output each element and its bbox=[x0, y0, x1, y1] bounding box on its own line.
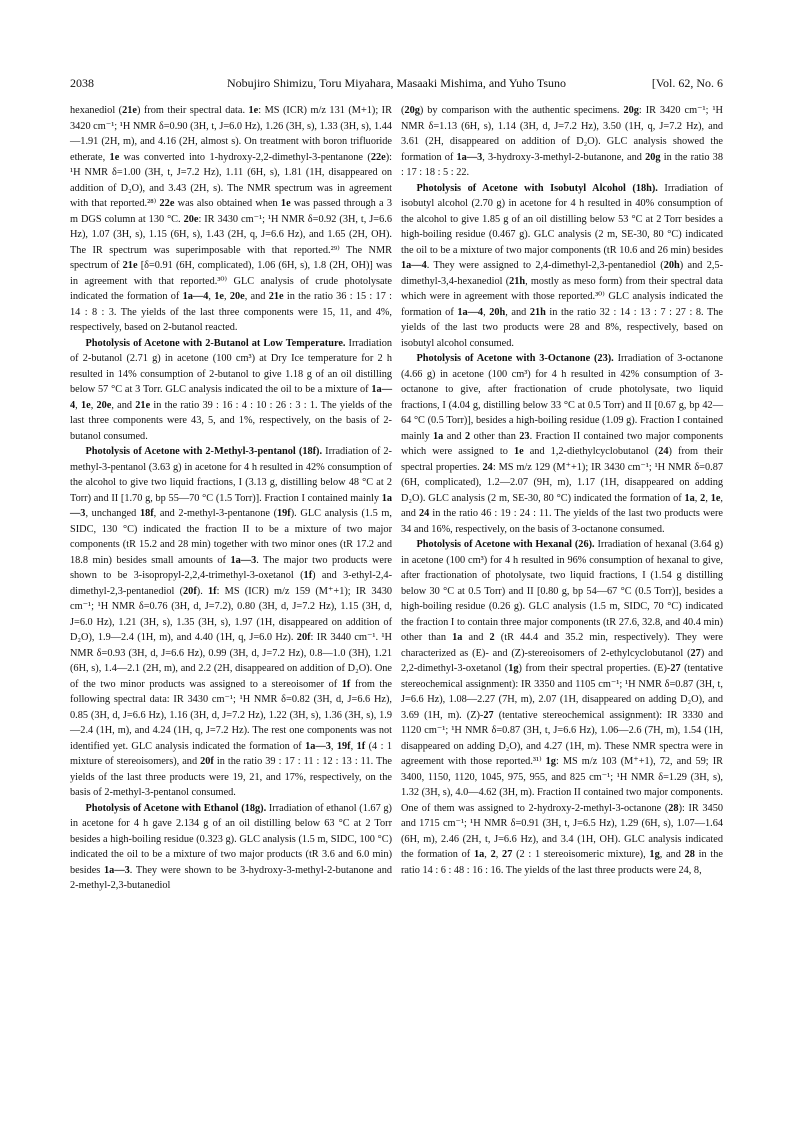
text-run: other than bbox=[470, 430, 520, 442]
bold-run: 1f bbox=[303, 570, 313, 581]
bold-run: 20h bbox=[663, 260, 680, 271]
paragraph bbox=[70, 444, 392, 801]
text-run: , and bbox=[244, 291, 269, 302]
bold-run: Photolysis of Acetone with Hexanal (26). bbox=[416, 539, 595, 550]
text-run: : MS (ICR) m/z 159 (M⁺+1); IR 3430 cm⁻¹; ¹H NMR δ=0.76 (3H, d, J=7.2), 0.80 (3H, d, J=7.2 Hz), 1.15 (3H, d, J=6.0 Hz), 1.21 (3H, s), 1.35 (3H, s), 1.97 (1H, disappeared on addition of D₂O), 1.9—2.4 (1H, m), and 4.40 (1H, q, J=6.0 Hz). bbox=[70, 585, 392, 643]
bold-run: 1a bbox=[433, 430, 444, 442]
text-run: . They were shown to be 3-hydroxy-3-methyl-2-butanone and 2-methyl-2,3-butanediol bbox=[70, 864, 393, 891]
text-run: : MS (ICR) m/z 131 (M+1); IR 3420 cm⁻¹; ¹H NMR δ=0.90 (3H, t, J=6.0 Hz), 1.26 (3H, s), 1.33 (3H, s), 1.44—1.91 (2H, m), and 4.16 (2H, almost s). On treatment with boron trifluoride etherate, bbox=[70, 105, 392, 163]
text-run: and 1,2-diethylcyclobutanol ( bbox=[523, 446, 659, 457]
text-run: . Fraction II contained two major components which were assigned to bbox=[401, 430, 723, 457]
bold-run: 20g bbox=[645, 151, 661, 163]
running-header bbox=[70, 75, 723, 91]
paragraph bbox=[70, 103, 392, 336]
text-run: [δ=0.91 (6H, complicated), 1.06 (6H, s), 1.8 (2H, OH)] was in agreement with that reported.³⁰⁾ GLC analysis of crude photolysate indicated the formation of bbox=[70, 260, 392, 302]
text-run: : IR 3440 cm⁻¹. ¹H NMR δ=0.93 (3H, d, J=6.6 Hz), 0.99 (3H, d, J=7.2 Hz), 0.8—1.0 (3H), 1.21 (6H, s), 1.4—2.1 (2H, m), and 2.2 (2H, disappeared on addition of D₂O). One of the two minor products was assigned to a stereoisomer of bbox=[70, 632, 392, 690]
bold-run: 1a—4 bbox=[182, 291, 209, 302]
text-run: ( bbox=[401, 105, 405, 116]
bold-run: Photolysis of Acetone with Ethanol (18g). bbox=[85, 802, 267, 814]
bold-run: Photolysis of Acetone with 2-Butanol at Low Temperature. bbox=[85, 337, 346, 349]
text-run: was converted into 1-hydroxy-2,2-dimethyl-3-pentanone ( bbox=[119, 151, 371, 163]
bold-run: 20e bbox=[96, 399, 112, 411]
text-run: , and 2-methyl-3-pentanone ( bbox=[153, 508, 277, 519]
text-run: (tentative stereochemical assignment): IR 3330 and 1120 cm⁻¹; ¹H NMR δ=0.87 (3H, t, J=6.6 Hz), 1.06—2.6 (7H, m), 1.54 (1H, disappeared on adding D₂O), and 4.27 (1H, m). These NMR spectra were in agreement with those reported.³¹⁾ bbox=[401, 709, 724, 767]
bold-run: 27 bbox=[502, 849, 513, 860]
text-run: , bbox=[484, 849, 491, 860]
text-run: Irradiation of ethanol (1.67 g) in acetone for 4 h gave 2.134 g of an oil distilling below 63 °C at 2 Torr besides a high-boiling residue (0.323 g). GLC analysis (1.5 m, SIDC, 100 °C) indicated the oil to be a mixture of two major products (tR 3.6 and 6.0 min) besides bbox=[70, 802, 392, 876]
paragraph bbox=[401, 103, 723, 181]
bold-run: 1e bbox=[80, 399, 91, 411]
bold-run: 1f bbox=[356, 740, 366, 752]
bold-run: 1e bbox=[214, 291, 224, 302]
bold-run: 28 bbox=[668, 802, 679, 814]
bold-run: 1a—3 bbox=[456, 151, 483, 163]
bold-run: 1a bbox=[452, 632, 463, 643]
text-run: Irradiation of 2-methyl-3-pentanol (3.63 g) in acetone for 4 h resulted in 42% consumption of the alcohol to give two liquid fractions, I (3.13 g, distilling below 48 °C at 2 Torr) and II [1.70 g, bp 55—70 °C (1.5 Torr)]. Fraction I contained mainly bbox=[70, 446, 392, 504]
bold-run: 1a—4 bbox=[70, 384, 392, 411]
text-run: Irradiation of isobutyl alcohol (2.70 g) in acetone for 4 h resulted in 40% consumption of the alcohol to give 1.85 g of an oil distilling below 53 °C at 2 Torr besides a high-boiling residue (0.467 g). GLC analysis (2 m, SE-30, 80 °C) indicated the oil to be a mixture of two major components (tR 10.6 and 26 min) besides bbox=[401, 182, 723, 256]
bold-run: 20f bbox=[296, 632, 311, 643]
bold-run: 1a—3 bbox=[104, 864, 130, 876]
running-header-authors: Nobujiro Shimizu, Toru Miyahara, Masaaki Mishima, and Yuho Tsuno bbox=[226, 76, 567, 90]
text-run: (2 : 1 stereoisomeric mixture), bbox=[512, 849, 650, 860]
bold-run: 1e bbox=[248, 105, 259, 116]
text-run: ): IR 3450 and 1715 cm⁻¹; ¹H NMR δ=0.91 (3H, t, J=6.5 Hz), 1.29 (6H, s), 1.07—1.64 (6H, m), 2.46 (2H, t, J=6.6 Hz), and 3.4 (1H, OH). GLC analysis indicated the formation of bbox=[401, 802, 723, 860]
text-run: from the following spectral data: IR 3430 cm⁻¹; ¹H NMR δ=0.82 (3H, d, J=6.6 Hz), 0.85 (3H, d, J=6.6 Hz), 1.16 (3H, d, J=7.2 Hz), 1.22 (3H, s), 1.36 (3H, s), 1.9—2.4 (1H, m), and 4.24 (1H, q, J=7.2 Hz). The rest one components was not identified yet. GLC analysis indicated the formation of bbox=[70, 678, 393, 752]
text-run: , bbox=[350, 740, 357, 752]
text-run: ). GLC analysis (1.5 m, SIDC, 130 °C) indicated the fraction II to be a mixture of two major components (tR 15.2 and 28 min) together with two minor ones (tR 17.2 and 18.8 min) besides small amounts of bbox=[70, 508, 392, 566]
bold-run: 23 bbox=[519, 430, 530, 442]
bold-run: 1e bbox=[280, 198, 291, 209]
paragraph bbox=[401, 351, 723, 537]
bold-run: 1e bbox=[109, 151, 120, 163]
bold-run: 20g bbox=[404, 105, 420, 116]
text-run: Irradiation of 3-octanone (4.66 g) in acetone (100 cm³) for 4 h resulted in 42% consumption of 3-octanone to give, after fractionation of crude photolysate, two liquid fractions, I (4.04 g, distilling below 33 °C at 0.5 Torr) and II [0.67 g, bp 42—64 °C (0.5 Torr)], besides a high-boiling residue (1.09 g). Fraction I contained mainly bbox=[401, 353, 724, 442]
paragraph bbox=[70, 801, 392, 894]
text-run: : MS m/z 103 (M⁺+1), 72, and 59; IR 3400, 1150, 1120, 1045, 975, 955, and 825 cm⁻¹; ¹H NMR δ=1.29 (3H, s), 1.32 (3H, s), 4.0—4.62 (3H, m). Fraction II contained two major components. One of them was assigned to 2-hydroxy-2-methyl-3-octanone ( bbox=[401, 756, 723, 814]
bold-run: 20f bbox=[200, 756, 214, 767]
text-run: Irradiation of hexanal (3.64 g) in acetone (100 cm³) for 4 h resulted in 96% consumption of hexanal to give, after fractionation of photolysate, two liquid fractions, I (1.54 g distilling below 30 °C at 0.5 Torr) and II [0.80 g, bp 54—67 °C (0.5 Torr)], besides a high-boiling residue (0.26 g). GLC analysis (1.5 m, SIDC, 70 °C) indicated the fraction I to contain three major components (tR 27.6, 32.8, and 40.4 min) other than bbox=[401, 539, 723, 643]
bold-run: 21e bbox=[122, 260, 138, 271]
bold-run: 1e bbox=[513, 446, 524, 457]
bold-run: 27 bbox=[483, 709, 494, 721]
text-run: in the ratio 32 : 14 : 13 : 7 : 27 : 8. The yields of the last two products were 28 and 8%, respectively, based on isobutyl alcohol consumed. bbox=[401, 306, 723, 349]
text-run: , and bbox=[659, 849, 685, 860]
text-run: , bbox=[223, 291, 230, 302]
text-run: in the ratio 36 : 15 : 17 : 14 : 8 : 3. The yields of the last three components were 15, 11, and 4%, respectively, based on 2-butanol reacted. bbox=[70, 291, 392, 333]
text-run: , bbox=[208, 291, 215, 302]
text-run: : IR 3430 cm⁻¹; ¹H NMR δ=0.92 (3H, t, J=6.6 Hz), 1.07 (3H, s), 1.15 (6H, s), 1.43 (2H, q, J=6.6 Hz), and 1.65 (2H, OH). The IR spectrum was superimposable with that reported.²⁹⁾ The NMR spectrum of bbox=[70, 213, 392, 271]
bold-run: 1e bbox=[710, 492, 721, 504]
bold-run: 1f bbox=[208, 585, 217, 597]
bold-run: 20g bbox=[623, 105, 639, 116]
bold-run: Photolysis of Acetone with 2-Methyl-3-pentanol (18f). bbox=[85, 446, 323, 457]
text-run: , and bbox=[401, 492, 723, 519]
text-run: , 3-hydroxy-3-methyl-2-butanone, and bbox=[482, 151, 646, 163]
text-run: ) and 2,2-dimethyl-3-oxetanol ( bbox=[401, 647, 723, 674]
bold-run: 28 bbox=[684, 849, 695, 860]
text-run: ) and 3-ethyl-2,4-dimethyl-2,3-pentanediol ( bbox=[70, 570, 392, 597]
bold-run: 21h bbox=[509, 275, 526, 287]
bold-run: 1g bbox=[545, 756, 556, 767]
bold-run: 22e bbox=[370, 151, 386, 163]
bold-run: 2 bbox=[489, 632, 495, 643]
text-run: was also obtained when bbox=[174, 198, 281, 209]
bold-run: 1g bbox=[508, 663, 519, 674]
text-run: in the ratio 39 : 16 : 4 : 10 : 26 : 3 : 1. The yields of the last three components were 43, 5, and 1%, respectively, on the basis of 2-butanol consumed. bbox=[70, 399, 393, 442]
text-run: , bbox=[90, 399, 97, 411]
text-run: in the ratio 46 : 19 : 24 : 11. The yields of the last two products were 34 and 16%, respectively, on the basis of 3-octanone consumed. bbox=[401, 508, 723, 535]
bold-run: 2 bbox=[700, 492, 706, 504]
text-run: in the ratio 14 : 6 : 48 : 16 : 16. The yields of the last three products were 24, 8, bbox=[401, 849, 723, 876]
bold-run: 2 bbox=[465, 430, 471, 442]
text-run: was passed through a 3 m DGS column at 130 °C. bbox=[70, 198, 393, 225]
bold-run: Photolysis of Acetone with Isobutyl Alcohol (18h). bbox=[416, 182, 658, 194]
left-text-column bbox=[70, 103, 392, 894]
text-run: ). bbox=[196, 585, 208, 597]
paragraph bbox=[401, 181, 723, 352]
text-run: . The major two products were shown to be 3-isopropyl-2,2,4-trimethyl-3-oxetanol ( bbox=[70, 554, 392, 581]
bold-run: 1g bbox=[649, 849, 660, 860]
bold-run: 1a—3 bbox=[230, 554, 257, 566]
bold-run: 22e bbox=[159, 198, 175, 209]
text-run: and bbox=[462, 632, 490, 643]
text-run: , unchanged bbox=[85, 508, 140, 519]
text-run: and bbox=[443, 430, 465, 442]
text-run: (tR 44.4 and 35.2 min, respectively). They were characterized as (E)- and (Z)-stereoisomers of 2-ethylcyclobutanol ( bbox=[401, 632, 723, 659]
text-run: ): ¹H NMR δ=1.00 (3H, t, J=7.2 Hz), 1.11 (6H, s), 1.81 (1H, disappeared on addition of D₂O), and 3.43 (2H, s). The NMR spectrum was in agreement with that reported.²⁸⁾ bbox=[70, 151, 392, 209]
bold-run: 18f bbox=[139, 508, 154, 519]
text-run: (4 : 1 mixture of stereoisomers), and bbox=[70, 740, 392, 767]
bold-run: 1a—3 bbox=[70, 492, 392, 519]
paragraph bbox=[401, 537, 723, 878]
text-run: , bbox=[75, 399, 81, 411]
bold-run: 1a—4 bbox=[457, 306, 484, 318]
bold-run: 1a—3 bbox=[305, 740, 331, 752]
text-run: Irradiation of 2-butanol (2.71 g) in acetone (100 cm³) at Dry Ice temperature for 2 h resulted in 14% consumption of 2-butanol to give 1.18 g of an oil distilling below 57 °C at 3 Torr. GLC analysis indicated the oil to be a mixture of bbox=[70, 337, 392, 395]
bold-run: 1a—4 bbox=[401, 260, 427, 271]
bold-run: 2 bbox=[490, 849, 496, 860]
text-run: , and bbox=[505, 306, 530, 318]
text-run: ) from their spectral data. bbox=[136, 105, 249, 116]
text-run: , bbox=[330, 740, 337, 752]
bold-run: 24 bbox=[658, 446, 669, 457]
bold-run: 21h bbox=[529, 306, 546, 318]
bold-run: 19f bbox=[336, 740, 351, 752]
text-run: ) and 2,5-dimethyl-3,4-hexanediol ( bbox=[401, 260, 723, 287]
bold-run: 1f bbox=[341, 678, 351, 690]
text-run: ) by comparison with the authentic specimens. bbox=[419, 105, 624, 116]
text-run: , and bbox=[111, 399, 136, 411]
text-run: : IR 3420 cm⁻¹; ¹H NMR δ=1.13 (6H, s), 1.14 (3H, d, J=7.2 Hz), 3.50 (1H, q, J=7.2 Hz), and 3.61 (2H, disappeared on addition of D₂O). GLC analysis showed the formation of bbox=[401, 105, 723, 163]
bold-run: 21e bbox=[268, 291, 284, 302]
bold-run: 19f bbox=[277, 508, 291, 519]
right-text-column bbox=[401, 103, 723, 878]
bold-run: 21e bbox=[122, 105, 137, 116]
bold-run: 20e bbox=[183, 213, 199, 225]
text-run: (tentative stereochemical assignment): IR 3350 and 1105 cm⁻¹; ¹H NMR δ=0.87 (3H, t, J=6.6 Hz), 1.08—2.27 (7H, m), 2.07 (1H, disappeared on adding D₂O), and 3.69 (1H, m). (Z)- bbox=[401, 663, 723, 721]
text-run: , bbox=[483, 306, 490, 318]
bold-run: 1a bbox=[684, 492, 695, 504]
text-run: , bbox=[694, 492, 701, 504]
text-run: in the ratio 39 : 17 : 11 : 12 : 13 : 11. The yields of the last three products were 19, 21, and 17%, respectively, on the basis of 2-methyl-3-pentanol consumed. bbox=[70, 756, 392, 798]
volume-issue: [Vol. 62, No. 6 bbox=[651, 76, 723, 90]
bold-run: 27 bbox=[690, 647, 701, 659]
text-run: hexanediol ( bbox=[70, 105, 123, 116]
bold-run: 20e bbox=[229, 291, 245, 302]
text-run: in the ratio 38 : 17 : 18 : 5 : 22. bbox=[401, 151, 723, 178]
text-run: ) from their spectral properties. (E)- bbox=[518, 663, 671, 674]
bold-run: 24 bbox=[418, 508, 430, 519]
bold-run: 20f bbox=[183, 585, 197, 597]
text-run: , bbox=[705, 492, 711, 504]
bold-run: 21e bbox=[135, 399, 151, 411]
bold-run: Photolysis of Acetone with 3-Octanone (23). bbox=[416, 353, 614, 364]
page-number: 2038 bbox=[70, 76, 94, 90]
text-run: : MS m/z 129 (M⁺+1); IR 3430 cm⁻¹; ¹H NMR δ=0.87 (6H, complicated), 1.2—2.07 (9H, m), 1.17 (1H, disappeared on adding D₂O). GLC analysis (2 m, SE-30, 80 °C) indicated the formation of bbox=[401, 461, 723, 504]
bold-run: 24 bbox=[482, 461, 493, 473]
text-run: . They were assigned to 2,4-dimethyl-2,3-pentanediol ( bbox=[426, 260, 664, 271]
text-run: , bbox=[495, 849, 503, 860]
text-run: , mostly as meso form) from their spectral data which were in agreement with those reported.³⁰⁾ GLC analysis indicated the formation of bbox=[401, 275, 724, 318]
bold-run: 1a bbox=[473, 849, 485, 860]
bold-run: 20h bbox=[489, 306, 506, 318]
bold-run: 27 bbox=[670, 663, 681, 674]
paragraph bbox=[70, 336, 392, 445]
text-run: ) from their spectral properties. bbox=[401, 446, 724, 473]
